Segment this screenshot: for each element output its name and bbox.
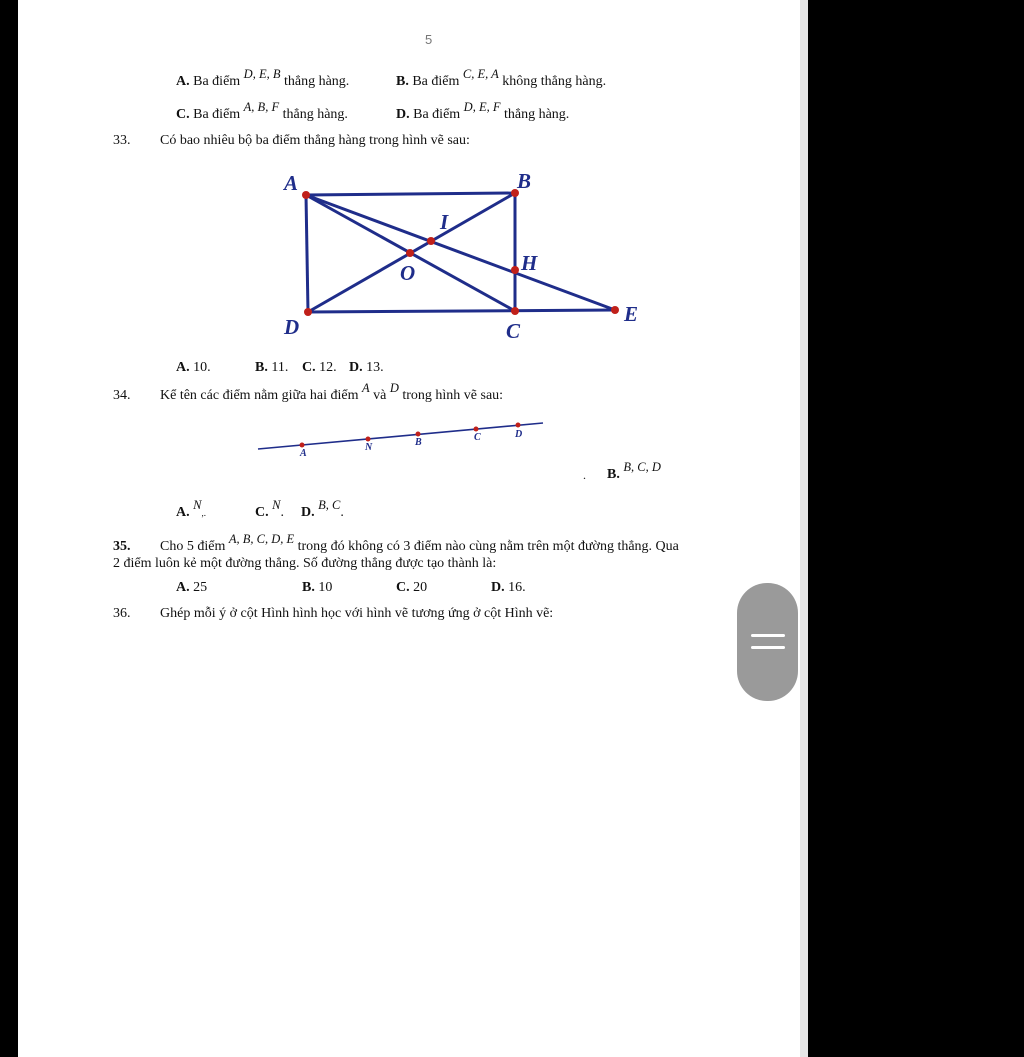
point-d <box>516 423 521 428</box>
point-d <box>304 308 312 316</box>
option-math: C, E, A <box>462 67 499 81</box>
segment-ab <box>306 193 515 195</box>
question-text: và <box>373 388 387 403</box>
q33-option-b[interactable] <box>255 360 288 376</box>
point-c <box>474 427 479 432</box>
page-edge <box>800 0 808 1057</box>
q36-number: 36. <box>113 606 131 621</box>
option-value: 10. <box>193 360 211 375</box>
label-c: C <box>506 319 521 343</box>
option-value: 13. <box>366 360 384 375</box>
segment-ae <box>306 195 615 310</box>
option-text: không thẳng hàng. <box>502 74 607 89</box>
option-label: B. <box>396 74 409 89</box>
option-math: B, C, D <box>623 460 661 474</box>
option-value: 16. <box>508 580 526 595</box>
question-math: A, B, C, D, E <box>228 532 295 546</box>
question-text: Cho 5 điểm <box>160 539 226 554</box>
option-text: Ba điểm <box>412 74 460 89</box>
q34-option-b[interactable] <box>607 460 661 483</box>
q33-question: Có bao nhiêu bộ ba điểm thẳng hàng trong hình vẽ sau: <box>160 133 470 148</box>
page-number: 5 <box>425 32 433 47</box>
q33-option-a[interactable] <box>176 360 211 376</box>
option-value: 25 <box>193 580 208 595</box>
stray-dot: . <box>583 468 586 482</box>
option-label: B. <box>255 360 268 375</box>
option-text: thẳng hàng. <box>503 107 570 122</box>
label-b: B <box>415 437 422 448</box>
option-math: B, C <box>318 498 341 512</box>
q32-option-c[interactable] <box>176 100 348 123</box>
point-h <box>511 266 519 274</box>
option-label: D. <box>301 505 315 520</box>
point-i <box>427 237 435 245</box>
q36-question: Ghép mỗi ý ở cột Hình hình học với hình vẽ tương ứng ở cột Hình vẽ: <box>160 606 554 621</box>
option-label: A. <box>176 74 190 89</box>
q35-option-a[interactable] <box>176 580 207 596</box>
scroll-handle[interactable] <box>737 583 798 701</box>
segment-ad <box>306 195 308 312</box>
point-n <box>366 437 371 442</box>
point-e <box>611 306 619 314</box>
option-label: C. <box>176 107 190 122</box>
handle-grip-icon <box>751 634 785 637</box>
handle-grip-icon <box>751 646 785 649</box>
option-label: A. <box>176 505 190 520</box>
point-b <box>416 432 421 437</box>
q33-figure <box>270 165 650 345</box>
option-tail: . <box>280 505 284 520</box>
option-math: N <box>272 498 281 512</box>
question-text: Kể tên các điểm nằm giữa hai điểm <box>160 388 359 403</box>
option-label: D. <box>349 360 363 375</box>
option-math: D, E, B <box>243 67 281 81</box>
option-math: D, E, F <box>463 100 501 114</box>
option-tail: ,. <box>201 508 206 518</box>
q35-question <box>160 532 679 555</box>
question-math: D <box>389 381 399 395</box>
option-label: B. <box>302 580 315 595</box>
option-text: thẳng hàng. <box>282 107 348 122</box>
point-o <box>406 249 414 257</box>
q35-number: 35. <box>113 539 131 554</box>
option-math: A, B, F <box>243 100 280 114</box>
q35-option-b[interactable] <box>302 580 332 596</box>
option-label: D. <box>396 107 410 122</box>
option-label: C. <box>255 505 269 520</box>
option-label: A. <box>176 580 190 595</box>
q33-number: 33. <box>113 133 131 148</box>
option-label: D. <box>491 580 505 595</box>
q35-question-line2: 2 điểm luôn kẻ một đường thẳng. Số đường thẳng được tạo thành là: <box>113 556 497 571</box>
option-value: 11. <box>271 360 289 375</box>
q34-number: 34. <box>113 388 131 403</box>
q34-option-d[interactable] <box>301 498 344 521</box>
option-text: Ba điểm <box>193 107 241 122</box>
option-label: C. <box>396 580 410 595</box>
segment-de <box>308 310 615 312</box>
label-a: A <box>284 171 299 195</box>
question-text: trong đó không có 3 điểm nào cùng nằm trên một đường thẳng. Qua <box>297 539 679 554</box>
label-e: E <box>624 302 639 326</box>
label-h: H <box>521 251 538 275</box>
option-label: A. <box>176 360 190 375</box>
q33-option-d[interactable] <box>349 360 384 376</box>
option-text: Ba điểm <box>413 107 461 122</box>
q35-option-c[interactable] <box>396 580 427 596</box>
q33-option-c[interactable] <box>302 360 337 376</box>
option-value: 10 <box>318 580 333 595</box>
label-b: B <box>517 169 532 193</box>
q32-option-b[interactable] <box>396 67 607 90</box>
option-label: C. <box>302 360 316 375</box>
q34-question <box>160 381 504 404</box>
document-page <box>18 0 800 1057</box>
point-a <box>300 443 305 448</box>
q35-option-d[interactable] <box>491 580 526 596</box>
q34-option-a[interactable] <box>176 498 206 521</box>
q34-figure <box>255 418 550 458</box>
label-c: C <box>474 432 481 443</box>
q32-option-d[interactable] <box>396 100 570 123</box>
q34-option-c[interactable] <box>255 498 284 521</box>
question-text: trong hình vẽ sau: <box>402 388 504 403</box>
option-value: 12. <box>319 360 337 375</box>
option-text: Ba điểm <box>193 74 241 89</box>
label-i: I <box>440 210 449 234</box>
label-o: O <box>400 261 416 285</box>
option-tail: . <box>340 505 344 520</box>
point-c <box>511 307 519 315</box>
question-math: A <box>361 381 370 395</box>
label-d: D <box>515 429 523 440</box>
label-a: A <box>300 448 307 458</box>
label-d: D <box>284 315 300 339</box>
option-value: 20 <box>413 580 428 595</box>
option-label: B. <box>607 467 620 482</box>
label-n: N <box>365 442 373 453</box>
option-math: N <box>193 498 202 512</box>
point-a <box>302 191 310 199</box>
q32-option-a[interactable] <box>176 67 350 90</box>
option-text: thẳng hàng. <box>283 74 350 89</box>
